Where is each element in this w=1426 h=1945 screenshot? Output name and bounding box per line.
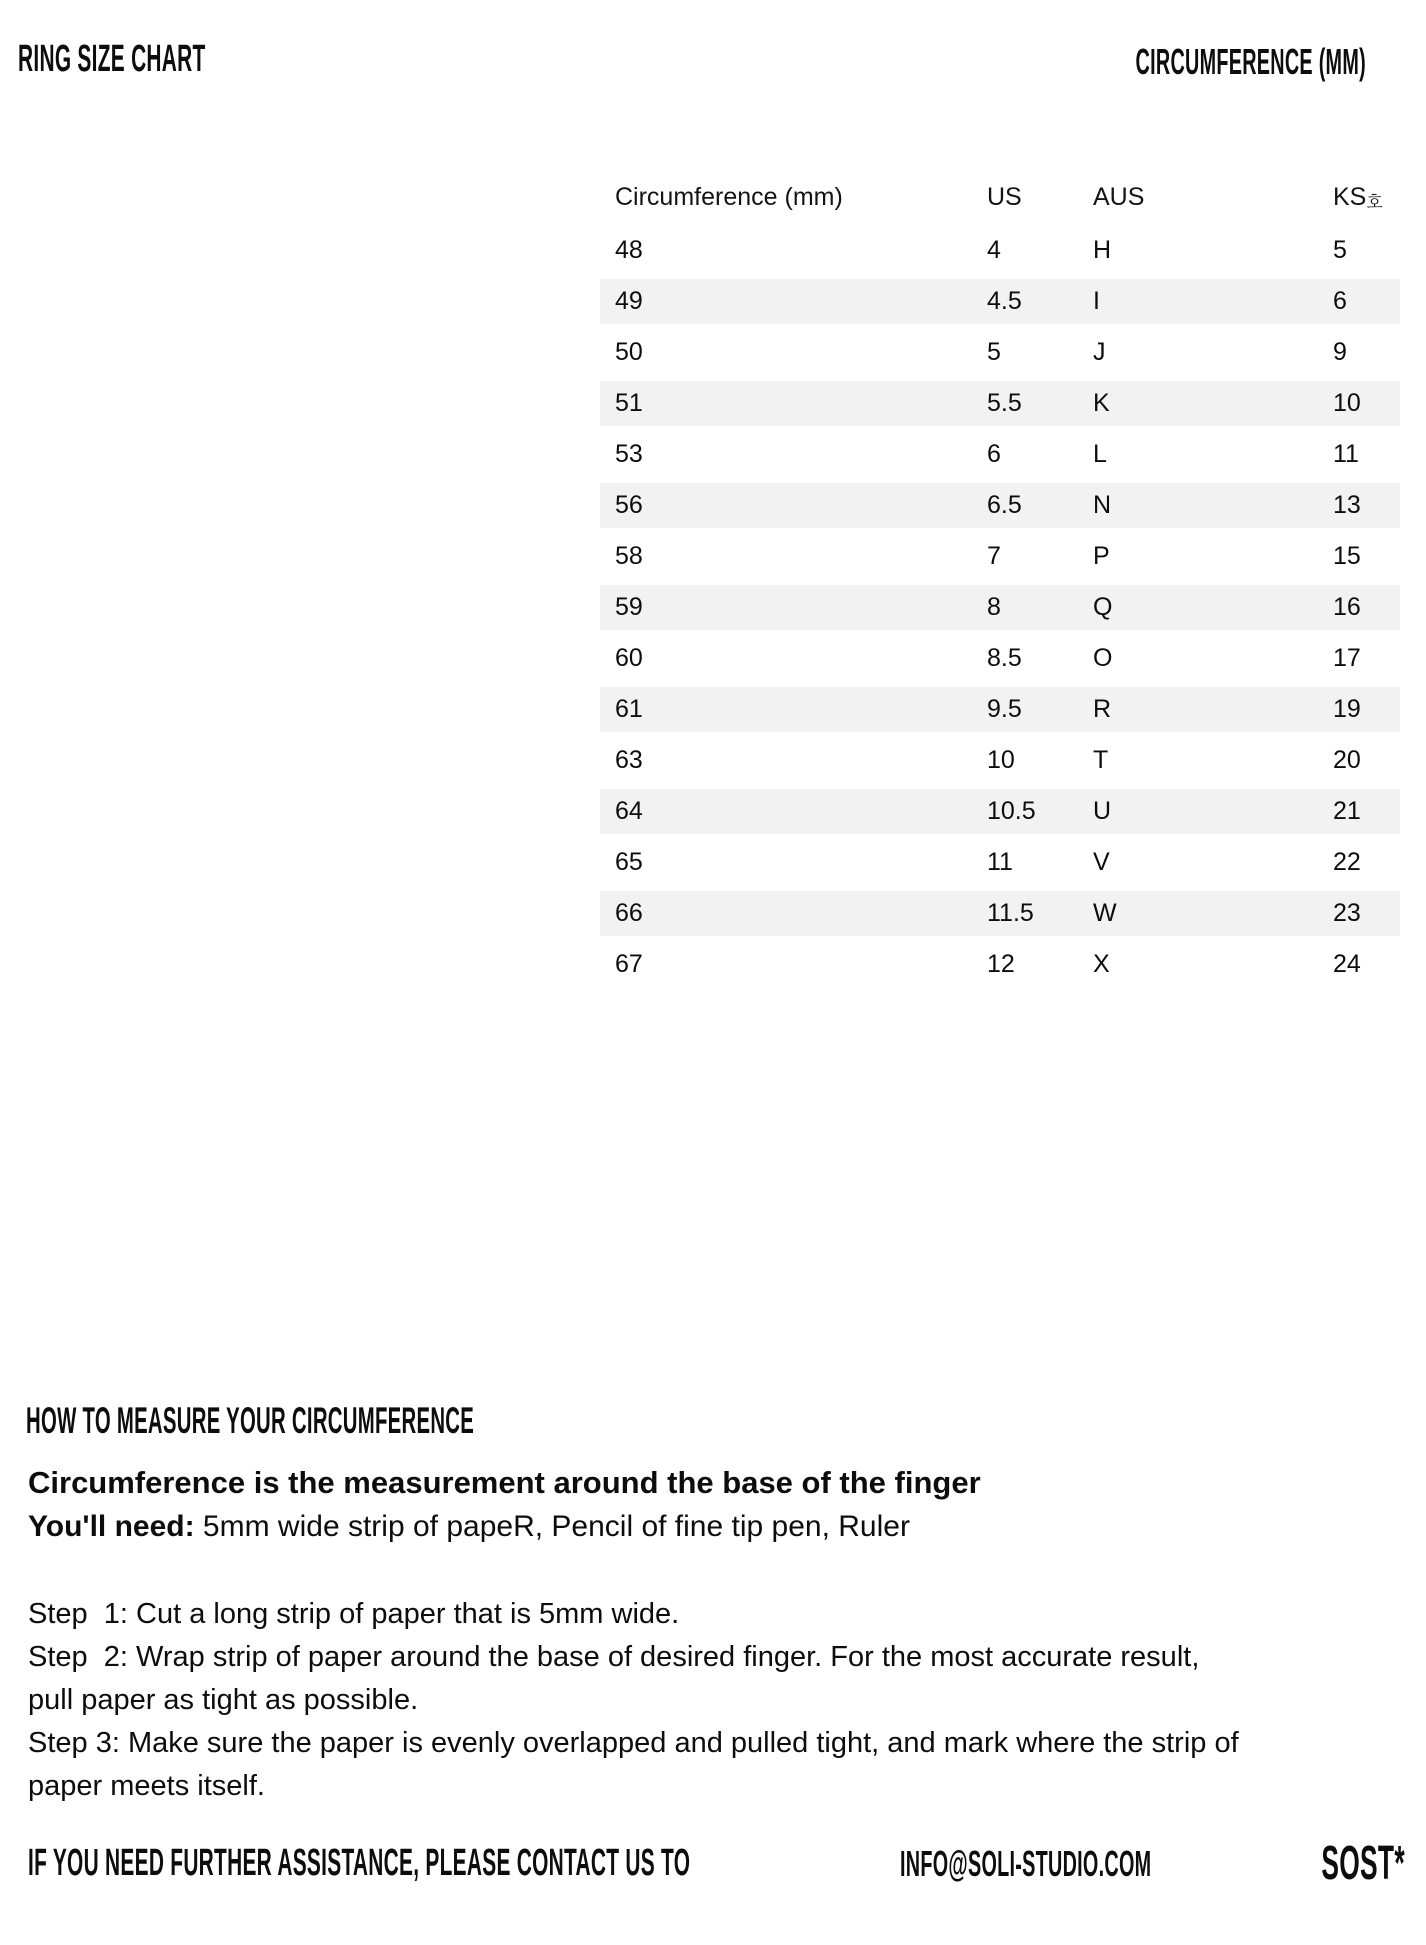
cell-aus-size: N	[1093, 491, 1112, 519]
cell-us-size: 6	[987, 440, 1001, 468]
howto-heading: HOW TO MEASURE YOUR CIRCUMFERENCE	[26, 1400, 475, 1441]
ring-size-table	[600, 170, 1400, 990]
cell-us-size: 12	[987, 950, 1015, 978]
cell-aus-size: L	[1093, 440, 1107, 468]
cell-circumference: 67	[615, 950, 643, 978]
cell-ks-size: 13	[1333, 491, 1361, 519]
cell-ks-size: 19	[1333, 695, 1361, 723]
cell-aus-size: J	[1093, 338, 1106, 366]
cell-circumference: 51	[615, 389, 643, 417]
cell-us-size: 8.5	[987, 644, 1022, 672]
cell-ks-size: 6	[1333, 287, 1347, 315]
intro-need-line	[28, 1505, 981, 1549]
cell-ks-size: 21	[1333, 797, 1361, 825]
step-line: Step 1: Cut a long strip of paper that is 5mm wide.	[28, 1598, 680, 1630]
need-label: You'll need:	[28, 1510, 195, 1543]
footer-contact-email: INFO@SOLI-STUDIO.COM	[900, 1843, 1152, 1884]
ks-hangul-suffix: 호	[1366, 193, 1383, 212]
footer-assistance-text: IF YOU NEED FURTHER ASSISTANCE, PLEASE CONTACT US TO	[28, 1842, 691, 1884]
cell-ks-size: 15	[1333, 542, 1361, 570]
cell-aus-size: K	[1093, 389, 1110, 417]
table-row	[600, 480, 1400, 531]
column-header-circumference: Circumference (mm)	[615, 183, 843, 211]
page-title: RING SIZE CHART	[18, 38, 206, 80]
cell-circumference: 60	[615, 644, 643, 672]
cell-circumference: 59	[615, 593, 643, 621]
cell-ks-size: 23	[1333, 899, 1361, 927]
cell-us-size: 10	[987, 746, 1015, 774]
cell-ks-size: 16	[1333, 593, 1361, 621]
cell-ks-size: 17	[1333, 644, 1361, 672]
cell-us-size: 5	[987, 338, 1001, 366]
cell-aus-size: X	[1093, 950, 1110, 978]
table-row	[600, 633, 1400, 684]
cell-us-size: 11.5	[987, 899, 1034, 927]
table-row	[600, 939, 1400, 990]
column-header-aus: AUS	[1093, 183, 1145, 211]
cell-circumference: 58	[615, 542, 643, 570]
table-row	[600, 531, 1400, 582]
table-row	[600, 225, 1400, 276]
page-subtitle: CIRCUMFERENCE (MM)	[1135, 41, 1366, 82]
cell-ks-size: 22	[1333, 848, 1361, 876]
cell-us-size: 6.5	[987, 491, 1022, 519]
cell-us-size: 4	[987, 236, 1001, 264]
table-row	[600, 837, 1400, 888]
cell-ks-size: 9	[1333, 338, 1347, 366]
table-row	[600, 378, 1400, 429]
cell-circumference: 65	[615, 848, 643, 876]
cell-circumference: 56	[615, 491, 643, 519]
intro-bold-line: Circumference is the measurement around the base of the finger	[28, 1465, 981, 1500]
cell-circumference: 48	[615, 236, 643, 264]
table-row	[600, 786, 1400, 837]
step-line: Step 3: Make sure the paper is evenly overlapped and pulled tight, and mark where the strip of	[28, 1727, 1239, 1759]
cell-circumference: 53	[615, 440, 643, 468]
cell-aus-size: I	[1093, 287, 1100, 315]
cell-circumference: 64	[615, 797, 643, 825]
cell-aus-size: U	[1093, 797, 1112, 825]
cell-us-size: 8	[987, 593, 1001, 621]
cell-circumference: 66	[615, 899, 643, 927]
cell-us-size: 10.5	[987, 797, 1036, 825]
cell-us-size: 9.5	[987, 695, 1022, 723]
table-row	[600, 276, 1400, 327]
step-line: Step 2: Wrap strip of paper around the base of desired finger. For the most accurate result,	[28, 1641, 1200, 1673]
howto-intro	[28, 1461, 981, 1549]
cell-aus-size: P	[1093, 542, 1110, 570]
cell-circumference: 49	[615, 287, 643, 315]
cell-us-size: 7	[987, 542, 1001, 570]
need-items: 5mm wide strip of papeR, Pencil of fine tip pen, Ruler	[194, 1510, 910, 1543]
cell-aus-size: O	[1093, 644, 1113, 672]
cell-circumference: 61	[615, 695, 643, 723]
brand-logo: SOST*	[1321, 1837, 1405, 1890]
table-row	[600, 582, 1400, 633]
cell-us-size: 5.5	[987, 389, 1022, 417]
cell-aus-size: H	[1093, 236, 1112, 264]
cell-aus-size: V	[1093, 848, 1110, 876]
column-header-us: US	[987, 183, 1022, 211]
cell-ks-size: 5	[1333, 236, 1347, 264]
table-row	[600, 327, 1400, 378]
table-row	[600, 684, 1400, 735]
cell-aus-size: R	[1093, 695, 1112, 723]
cell-us-size: 11	[987, 848, 1013, 876]
cell-circumference: 63	[615, 746, 643, 774]
column-header-ks: KS호	[1333, 183, 1383, 212]
cell-aus-size: Q	[1093, 593, 1113, 621]
cell-aus-size: T	[1093, 746, 1109, 774]
cell-us-size: 4.5	[987, 287, 1022, 315]
cell-ks-size: 20	[1333, 746, 1361, 774]
cell-ks-size: 10	[1333, 389, 1361, 417]
cell-circumference: 50	[615, 338, 643, 366]
cell-aus-size: W	[1093, 899, 1117, 927]
table-row	[600, 429, 1400, 480]
cell-ks-size: 11	[1333, 440, 1359, 468]
table-row	[600, 735, 1400, 786]
table-row	[600, 888, 1400, 939]
howto-steps	[28, 1593, 1239, 1808]
step-line: paper meets itself.	[28, 1770, 265, 1802]
table-header-row	[600, 170, 1400, 225]
table-body	[600, 225, 1400, 990]
step-line: pull paper as tight as possible.	[28, 1684, 419, 1716]
cell-ks-size: 24	[1333, 950, 1361, 978]
